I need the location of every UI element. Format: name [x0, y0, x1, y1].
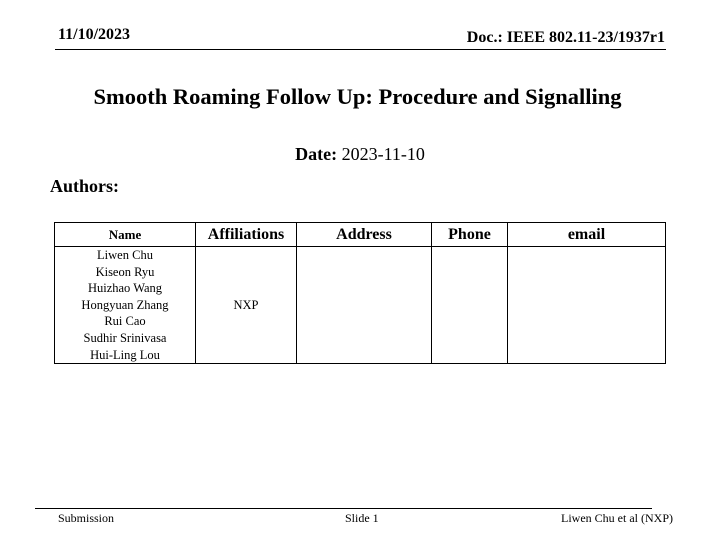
- date-line: [0, 144, 720, 165]
- col-header-phone: Phone: [432, 223, 508, 247]
- table-row: [55, 247, 666, 364]
- col-header-affiliations: Affiliations: [196, 223, 297, 247]
- col-header-name: Name: [55, 223, 196, 247]
- author-name: Sudhir Srinivasa: [83, 330, 167, 345]
- header-divider: [55, 49, 666, 50]
- cell-names: [55, 247, 196, 364]
- cell-affiliation: NXP: [196, 247, 297, 364]
- cell-email: [508, 247, 666, 364]
- author-name: Huizhao Wang: [87, 281, 163, 296]
- col-header-address: Address: [297, 223, 432, 247]
- table-header-row: [55, 223, 666, 247]
- authors-table: [54, 222, 666, 364]
- date-label: Date:: [295, 144, 338, 164]
- authors-heading: Authors:: [50, 176, 120, 196]
- col-header-email: email: [508, 223, 666, 247]
- author-name: Hui-Ling Lou: [90, 347, 160, 362]
- footer-slide-number: Slide 1: [345, 511, 379, 525]
- date-value: 2023-11-10: [341, 144, 425, 164]
- header-date: 11/10/2023: [58, 26, 131, 43]
- footer-divider: [35, 508, 652, 509]
- author-name: Hongyuan Zhang: [81, 297, 169, 312]
- cell-phone: [432, 247, 508, 364]
- author-name: Liwen Chu: [97, 248, 153, 262]
- footer-submission: Submission: [58, 511, 115, 525]
- header-doc-id: Doc.: IEEE 802.11-23/1937r1: [466, 29, 665, 46]
- cell-address: [297, 247, 432, 364]
- footer-authors: Liwen Chu et al (NXP): [561, 511, 673, 525]
- author-name: Kiseon Ryu: [95, 264, 155, 279]
- slide-title: Smooth Roaming Follow Up: Procedure and Signalling: [93, 84, 622, 109]
- author-name: Rui Cao: [104, 314, 146, 329]
